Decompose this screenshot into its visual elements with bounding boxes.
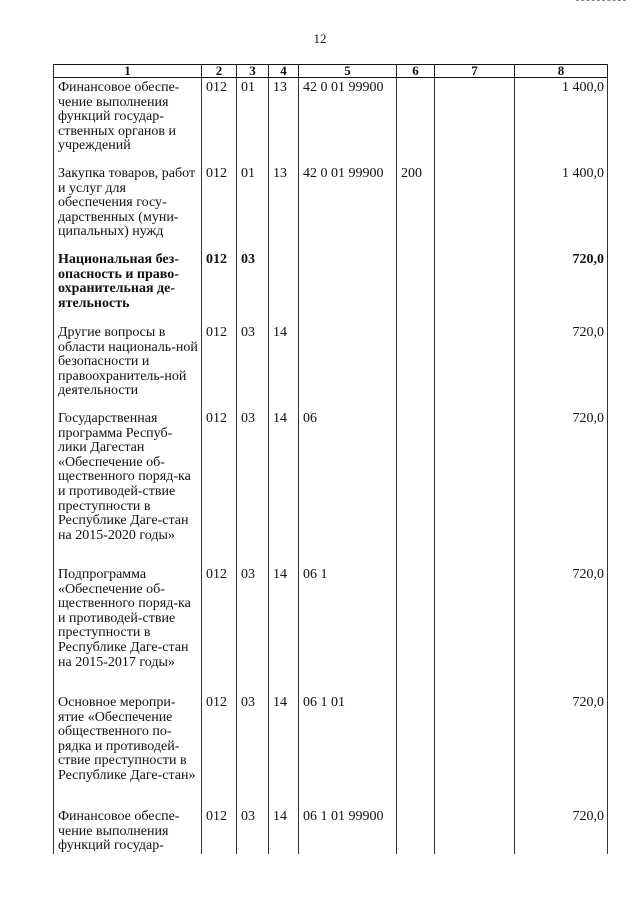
subsection-code: 14 (269, 807, 299, 854)
target-article-code: 42 0 01 99900 (299, 78, 397, 165)
row-name: Закупка товаров, работ и услуг для обеспечения госу-дарственных (муни-ципальных) нужд (54, 164, 202, 250)
amount: 720,0 (515, 323, 608, 409)
amount: 1 400,0 (515, 78, 608, 165)
table-row (54, 409, 608, 565)
subsection-code: 13 (269, 164, 299, 250)
section-code: 03 (237, 250, 269, 323)
expense-type-code (397, 250, 435, 323)
section-code: 03 (237, 409, 269, 565)
table-row (54, 565, 608, 693)
subsection-code: 13 (269, 78, 299, 165)
page-number: 12 (313, 31, 327, 46)
table-row (54, 78, 608, 165)
subsection-code: 14 (269, 693, 299, 807)
row-name: Другие вопросы в области националь-ной безопасности и правоохранитель-ной деятельности (54, 323, 202, 409)
amount: 720,0 (515, 565, 608, 693)
expense-type-code (397, 409, 435, 565)
section-code: 01 (237, 164, 269, 250)
column-7-cell (435, 323, 515, 409)
subsection-code: 14 (269, 409, 299, 565)
table-row (54, 250, 608, 323)
target-article-code: 42 0 01 99900 (299, 164, 397, 250)
amount: 720,0 (515, 693, 608, 807)
column-7-cell (435, 565, 515, 693)
target-article-code (299, 250, 397, 323)
expense-type-code (397, 565, 435, 693)
ministry-code: 012 (202, 164, 237, 250)
column-header: 8 (515, 65, 608, 78)
row-name: Основное меропри-ятие «Обеспечение общественного по-рядка и противодей-ствие преступности в Республике Даге-стан» (54, 693, 202, 807)
column-header: 5 (299, 65, 397, 78)
row-name: Национальная без-опасность и право-охранительная де-ятельность (54, 250, 202, 323)
section-code: 01 (237, 78, 269, 165)
column-7-cell (435, 164, 515, 250)
table-row (54, 323, 608, 409)
subsection-code: 14 (269, 323, 299, 409)
column-7-cell (435, 250, 515, 323)
target-article-code (299, 323, 397, 409)
expense-type-code (397, 807, 435, 854)
target-article-code: 06 1 01 99900 (299, 807, 397, 854)
subsection-code (269, 250, 299, 323)
expense-type-code: 200 (397, 164, 435, 250)
column-header: 3 (237, 65, 269, 78)
subsection-code: 14 (269, 565, 299, 693)
table-row (54, 164, 608, 250)
ministry-code: 012 (202, 250, 237, 323)
column-header: 2 (202, 65, 237, 78)
target-article-code: 06 1 (299, 565, 397, 693)
ministry-code: 012 (202, 323, 237, 409)
budget-table (53, 64, 608, 854)
ministry-code: 012 (202, 807, 237, 854)
table-row (54, 807, 608, 854)
column-7-cell (435, 409, 515, 565)
target-article-code: 06 (299, 409, 397, 565)
column-header: 7 (435, 65, 515, 78)
ministry-code: 012 (202, 409, 237, 565)
section-code: 03 (237, 693, 269, 807)
column-header: 6 (397, 65, 435, 78)
row-name: Подпрограмма «Обеспечение об-щественного поряд-ка и противодей-ствие преступности в Республике Даге-стан на 2015-2017 годы» (54, 565, 202, 693)
column-header: 1 (54, 65, 202, 78)
column-header: 4 (269, 65, 299, 78)
scan-edge-mark (576, 0, 626, 1)
ministry-code: 012 (202, 565, 237, 693)
amount: 720,0 (515, 807, 608, 854)
expense-type-code (397, 78, 435, 165)
column-7-cell (435, 693, 515, 807)
amount: 720,0 (515, 409, 608, 565)
column-7-cell (435, 807, 515, 854)
amount: 1 400,0 (515, 164, 608, 250)
table-row (54, 693, 608, 807)
amount: 720,0 (515, 250, 608, 323)
row-name: Финансовое обеспе-чение выполнения функций государ- (54, 807, 202, 854)
expense-type-code (397, 323, 435, 409)
column-7-cell (435, 78, 515, 165)
ministry-code: 012 (202, 78, 237, 165)
ministry-code: 012 (202, 693, 237, 807)
section-code: 03 (237, 565, 269, 693)
table-header-row (54, 65, 608, 78)
expense-type-code (397, 693, 435, 807)
row-name: Государственная программа Респуб-лики Дагестан «Обеспечение об-щественного поряд-ка и противодей-ствие преступности в Республике Даге-стан на 2015-2020 годы» (54, 409, 202, 565)
target-article-code: 06 1 01 (299, 693, 397, 807)
section-code: 03 (237, 323, 269, 409)
row-name: Финансовое обеспе-чение выполнения функций государ-ственных органов и учреждений (54, 78, 202, 165)
section-code: 03 (237, 807, 269, 854)
